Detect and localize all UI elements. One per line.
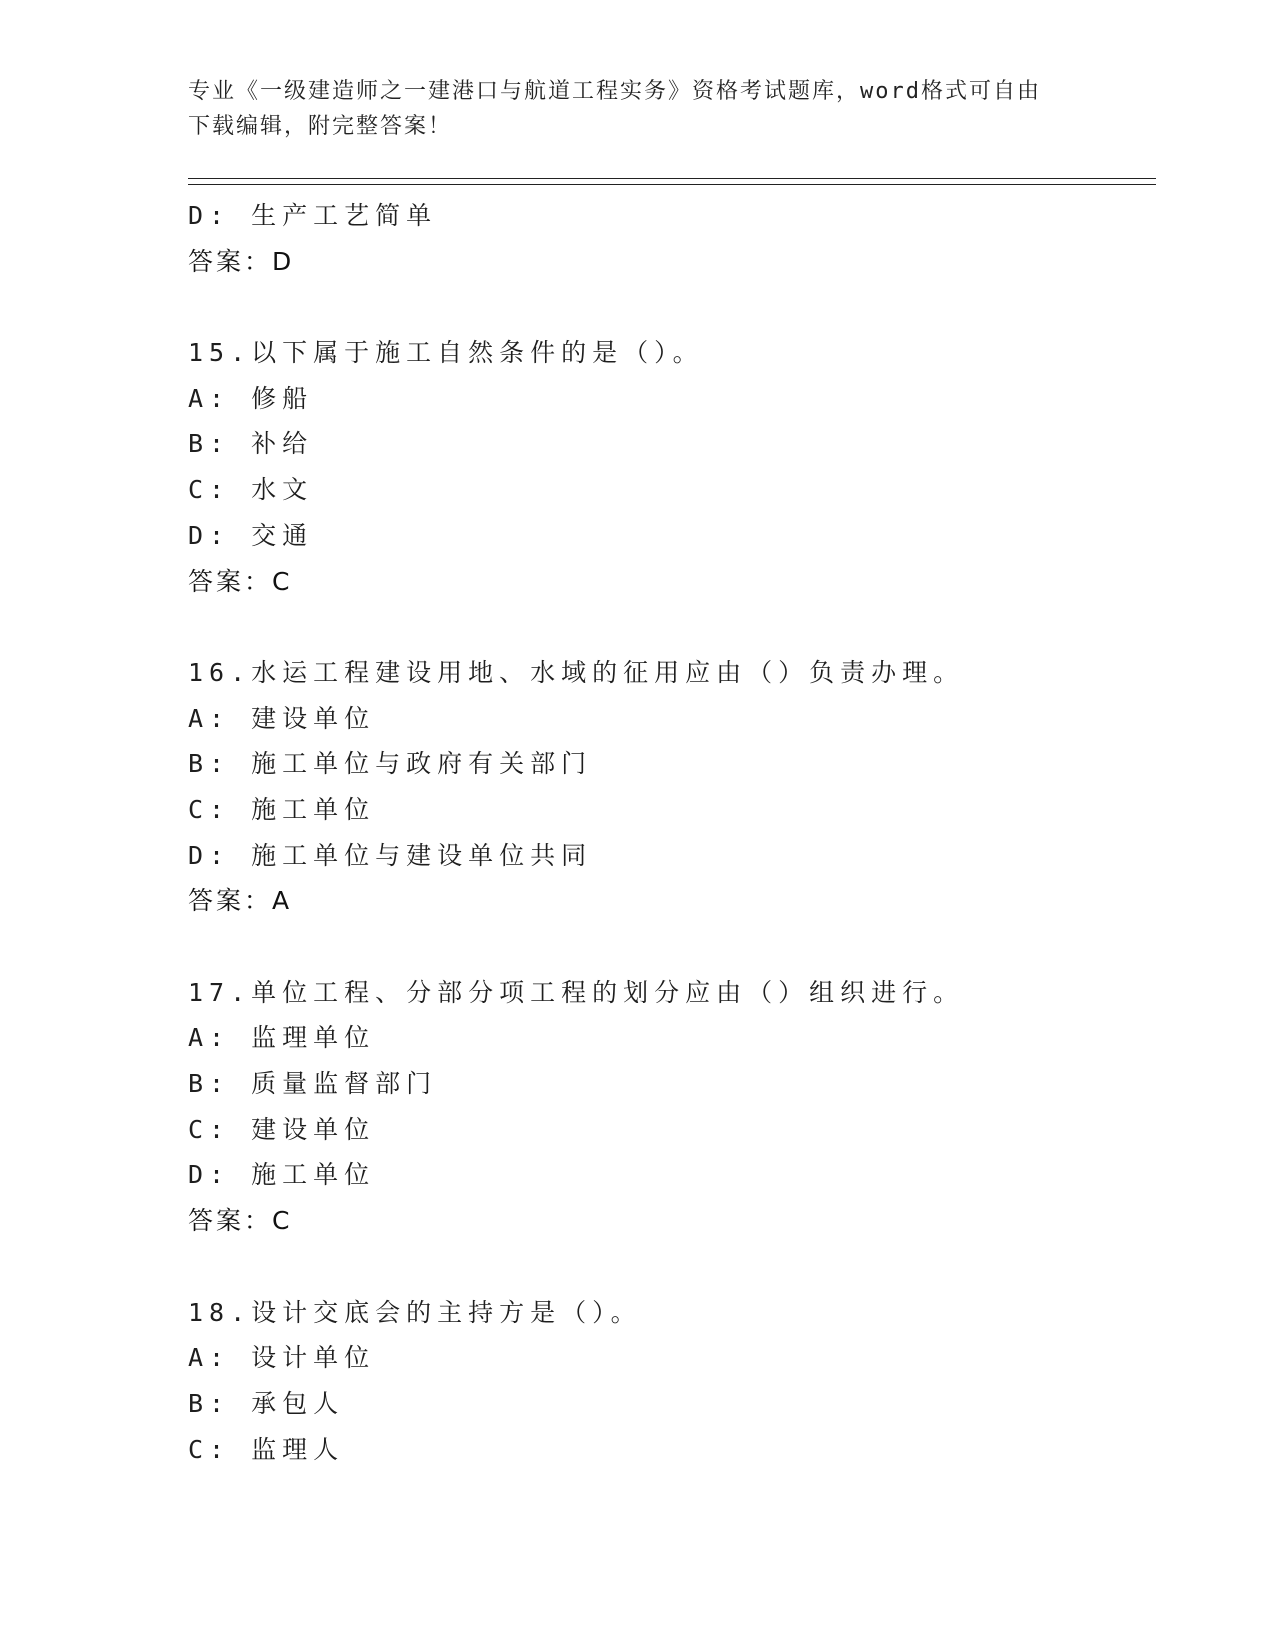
answer: 答案：C [188,566,293,596]
option-b: B: 质量监督部门 [188,1069,438,1099]
option-a: A: 监理单位 [188,1023,376,1053]
question-17 [188,970,1148,1244]
option-a: A: 设计单位 [188,1343,376,1373]
answer: 答案：D [188,246,295,276]
header-line-2: 下载编辑，附完整答案！ [188,114,453,139]
option-c: C: 监理人 [188,1434,345,1464]
spacer [188,284,1148,330]
spacer [188,924,1148,970]
option-c: C: 建设单位 [188,1114,376,1144]
answer: 答案：A [188,886,293,916]
spacer [188,604,1148,650]
document-header [188,74,1088,144]
option-b: B: 施工单位与政府有关部门 [188,749,593,779]
option-b: B: 承包人 [188,1388,345,1418]
question-stem: 15.以下属于施工自然条件的是（）。 [188,338,704,368]
spacer [188,1244,1148,1290]
header-double-rule [188,178,1156,185]
question-content [188,193,1148,1472]
answer: 答案：C [188,1206,293,1236]
question-stem: 18.设计交底会的主持方是（）。 [188,1297,642,1327]
option-b: B: 补给 [188,429,314,459]
option-c: C: 施工单位 [188,794,376,824]
option-d: D: 施工单位 [188,1160,376,1190]
question-18 [188,1290,1148,1473]
question-15 [188,330,1148,604]
option-a: A: 修船 [188,383,314,413]
header-line-1: 专业《一级建造师之一建港口与航道工程实务》资格考试题库，word格式可自由 [188,79,1041,104]
option-c: C: 水文 [188,475,314,505]
option-d: D: 施工单位与建设单位共同 [188,840,593,870]
option-a: A: 建设单位 [188,703,376,733]
question-stem: 16.水运工程建设用地、水域的征用应由（）负责办理。 [188,657,965,687]
question-stem: 17.单位工程、分部分项工程的划分应由（）组织进行。 [188,977,965,1007]
option-d: D: 生产工艺简单 [188,201,438,230]
question-16 [188,650,1148,924]
option-d: D: 交通 [188,520,314,550]
